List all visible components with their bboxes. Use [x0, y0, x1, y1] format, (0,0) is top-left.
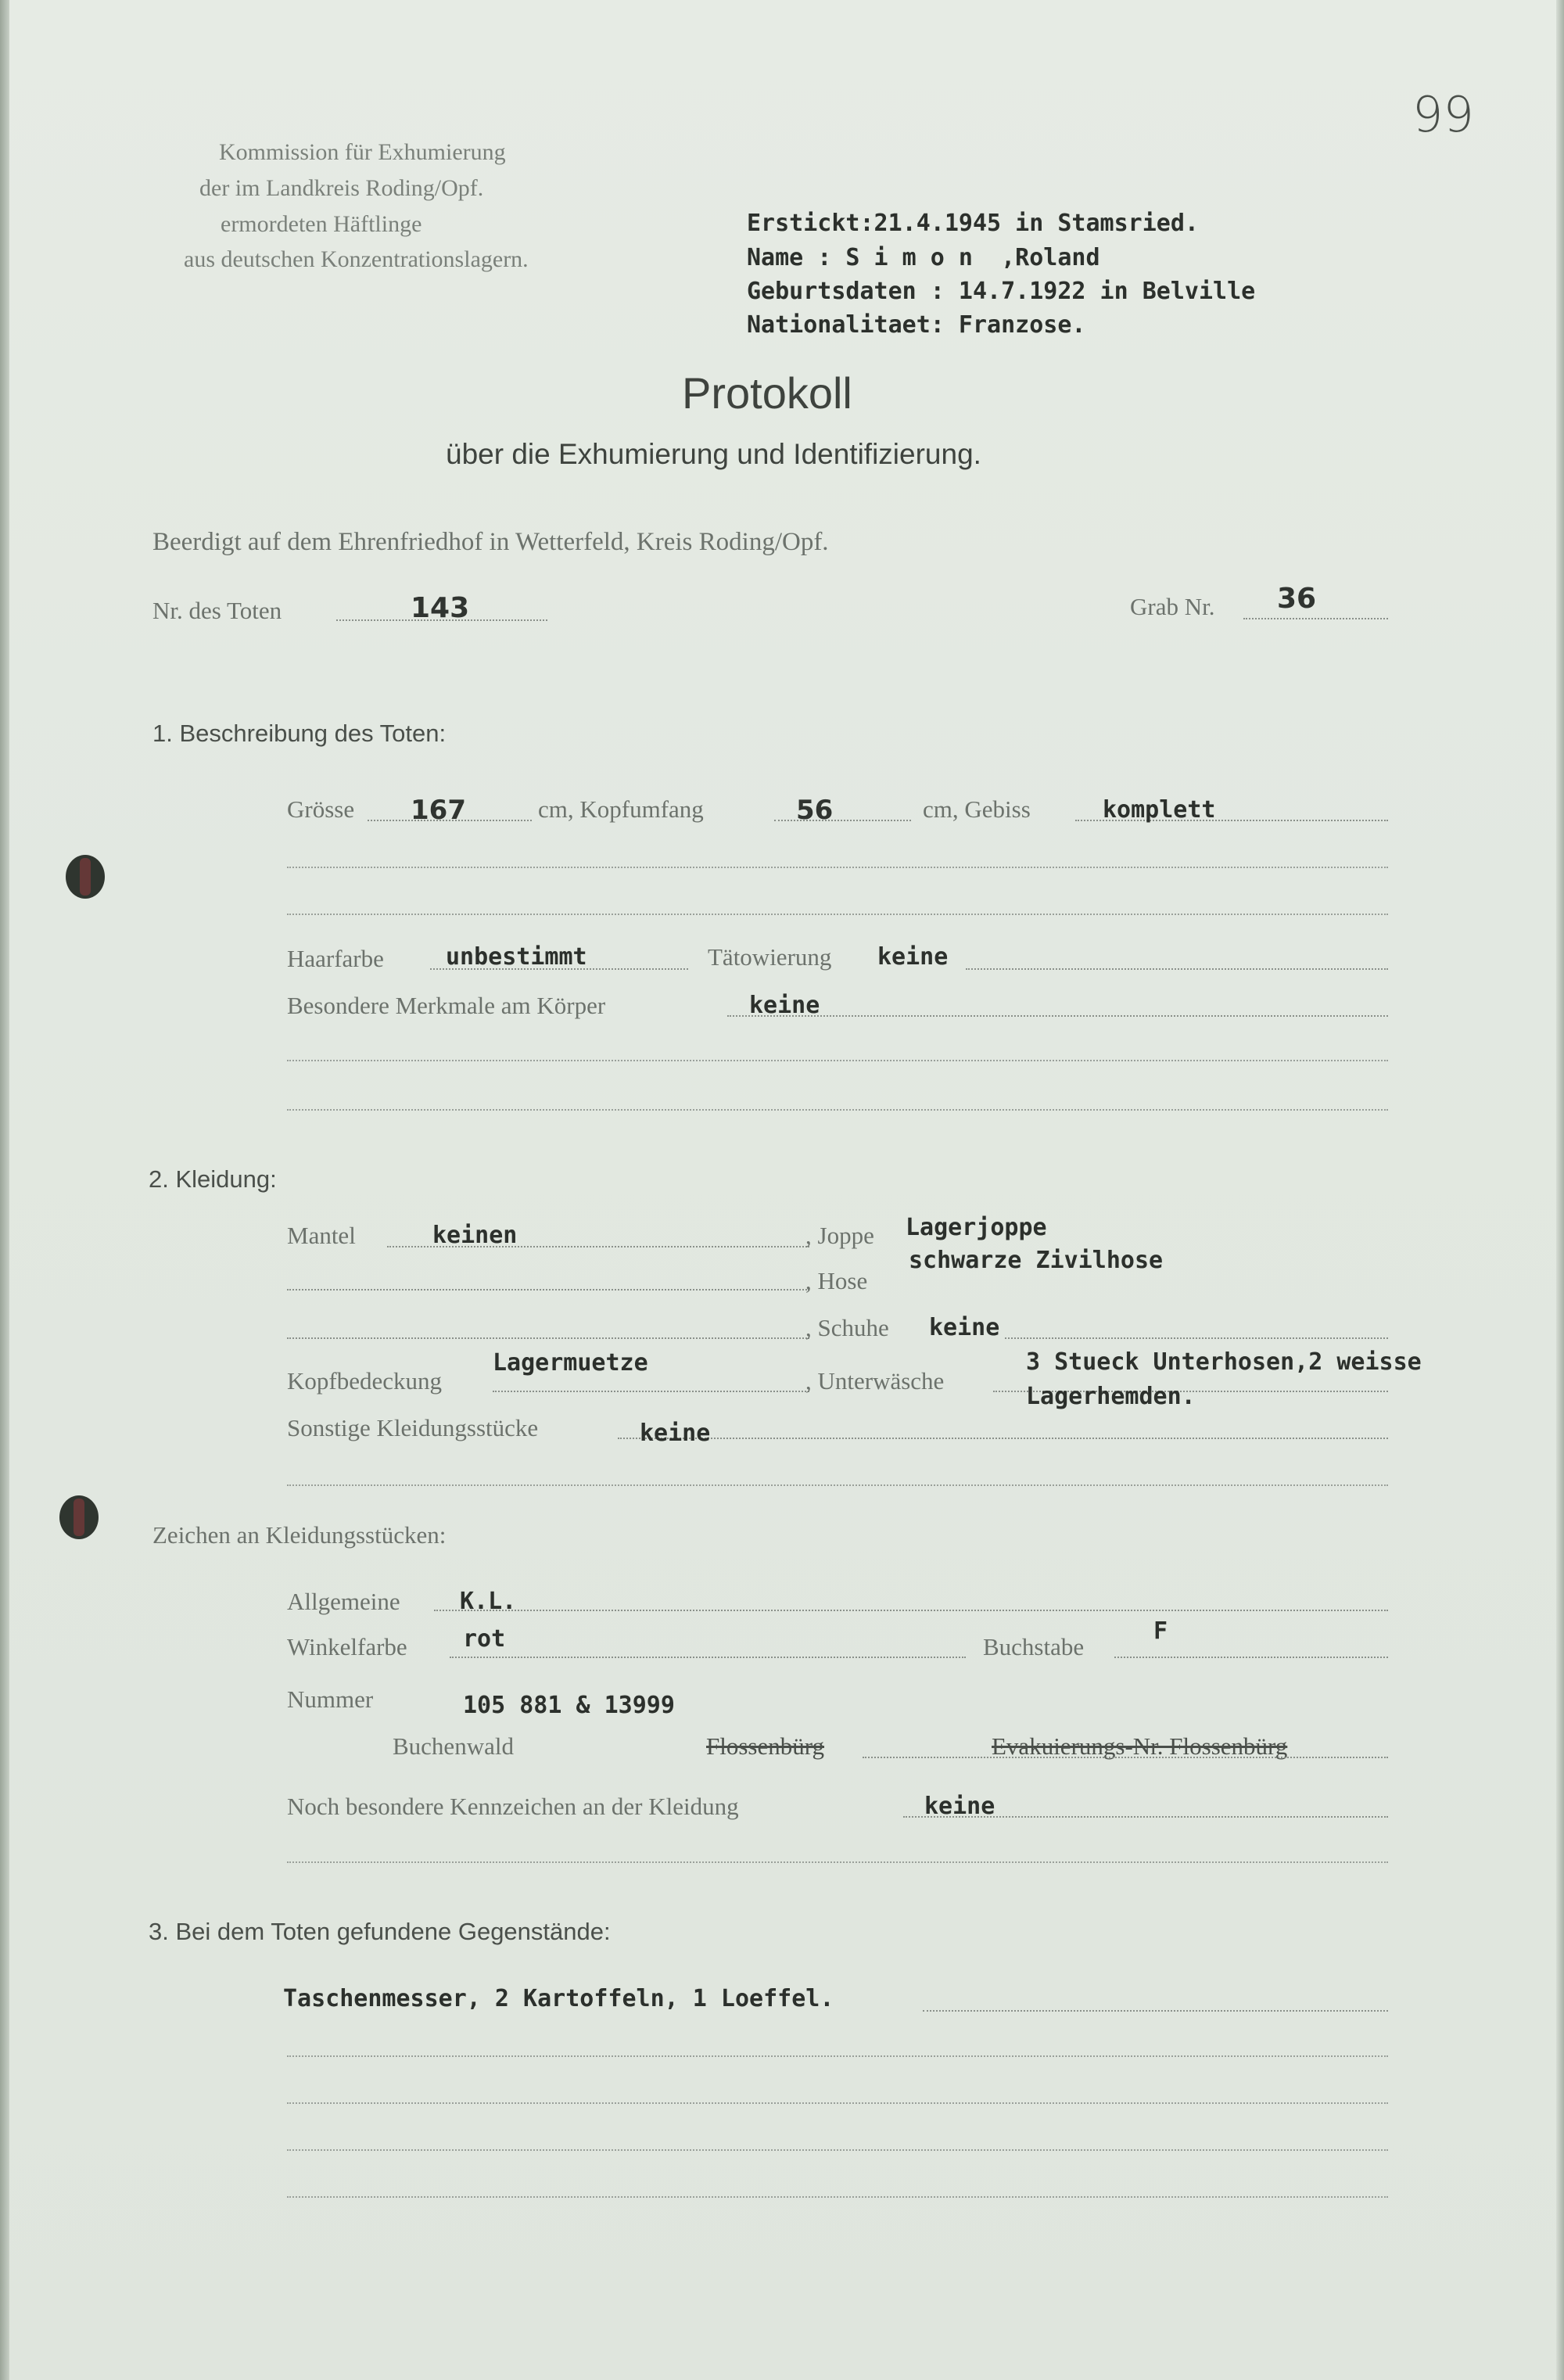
- winkelfarbe-value: rot: [463, 1625, 506, 1653]
- kennzeichen-label: Noch besondere Kennzeichen an der Kleidung: [287, 1793, 739, 1820]
- kennzeichen-value: keine: [924, 1793, 995, 1820]
- haarfarbe-label: Haarfarbe: [287, 945, 384, 972]
- kopfumfang-value: 56: [796, 795, 834, 826]
- schuhe-label: , Schuhe: [805, 1314, 889, 1341]
- allgemeine-label: Allgemeine: [287, 1588, 400, 1615]
- evakuierung-label: Evakuierungs-Nr. Flossenbürg: [992, 1732, 1288, 1760]
- taetowierung-label: Tätowierung: [708, 943, 832, 971]
- kopfumfang-line: [774, 820, 911, 821]
- paper-edge-right: [1556, 0, 1564, 2380]
- grab-dotted-line: [1243, 618, 1388, 619]
- unterwaesche-value-2: Lagerhemden.: [1026, 1383, 1196, 1410]
- grab-label: Grab Nr.: [1130, 593, 1215, 620]
- section-3-heading: 3. Bei dem Toten gefundene Gegenstände:: [149, 1918, 611, 1945]
- blank-line: [287, 1060, 1388, 1061]
- paper-edge-left: [0, 0, 9, 2380]
- sonstige-label: Sonstige Kleidungsstücke: [287, 1414, 539, 1441]
- nr-label: Nr. des Toten: [152, 597, 282, 624]
- merkmale-value: keine: [749, 992, 820, 1019]
- letterhead-line-4: aus deutschen Konzentrationslagern.: [184, 246, 529, 272]
- found-items-line: [923, 2010, 1388, 2012]
- name-line: Name : S i m o n ,Roland: [747, 244, 1100, 271]
- blank-line: [287, 2196, 1388, 2198]
- sonstige-line: [618, 1438, 1388, 1439]
- page-title: Protokoll: [682, 368, 852, 418]
- nummer-line: [863, 1757, 1388, 1758]
- mantel-label: Mantel: [287, 1222, 356, 1249]
- groesse-label: Grösse: [287, 795, 355, 823]
- page-number: 99: [1412, 86, 1474, 143]
- letterhead-line-2: der im Landkreis Roding/Opf.: [199, 175, 484, 201]
- letterhead-line-3: ermordeten Häftlinge: [221, 211, 422, 237]
- hose-value: schwarze Zivilhose: [909, 1247, 1164, 1274]
- kopfbedeckung-line: [493, 1391, 809, 1392]
- allgemeine-value: K.L.: [460, 1588, 517, 1615]
- letterhead-line-1: Kommission für Exhumierung: [219, 139, 506, 165]
- mantel-value: keinen: [432, 1222, 518, 1249]
- found-items: Taschenmesser, 2 Kartoffeln, 1 Loeffel.: [283, 1985, 834, 2012]
- kopfbedeckung-value: Lagermuetze: [493, 1349, 648, 1377]
- merkmale-line: [727, 1015, 1388, 1017]
- winkelfarbe-label: Winkelfarbe: [287, 1633, 407, 1660]
- punch-hole-bottom: [59, 1495, 99, 1539]
- schuhe-line-left: [287, 1337, 809, 1339]
- buchstabe-label: Buchstabe: [983, 1633, 1085, 1660]
- unterwaesche-value-1: 3 Stueck Unterhosen,2 weisse: [1026, 1348, 1422, 1376]
- page-subtitle: über die Exhumierung und Identifizierung.: [446, 438, 981, 470]
- nr-value: 143: [411, 592, 470, 624]
- groesse-value: 167: [411, 795, 466, 826]
- blank-line: [287, 867, 1388, 868]
- gebiss-label: cm, Gebiss: [923, 795, 1031, 823]
- birth-data: Geburtsdaten : 14.7.1922 in Belville: [747, 278, 1256, 305]
- unterwaesche-label: , Unterwäsche: [805, 1367, 945, 1395]
- kopfbedeckung-label: Kopfbedeckung: [287, 1367, 442, 1395]
- section-1-heading: 1. Beschreibung des Toten:: [152, 720, 447, 747]
- death-info: Erstickt:21.4.1945 in Stamsried.: [747, 210, 1199, 237]
- sonstige-value: keine: [640, 1420, 711, 1447]
- joppe-value: Lagerjoppe: [906, 1214, 1047, 1241]
- blank-line: [287, 2055, 1388, 2057]
- schuhe-line: [1005, 1337, 1388, 1339]
- merkmale-label: Besondere Merkmale am Körper: [287, 992, 606, 1019]
- blank-line: [287, 2102, 1388, 2104]
- buchenwald-label: Buchenwald: [393, 1732, 514, 1760]
- buchstabe-value: F: [1153, 1617, 1168, 1645]
- section-2-heading: 2. Kleidung:: [149, 1165, 277, 1193]
- blank-line: [287, 2149, 1388, 2151]
- flossenbuerg-label: Flossenbürg: [706, 1732, 825, 1760]
- winkelfarbe-line: [450, 1657, 966, 1658]
- zeichen-heading: Zeichen an Kleidungsstücken:: [152, 1521, 447, 1549]
- kopfumfang-label: cm, Kopfumfang: [538, 795, 704, 823]
- joppe-label: , Joppe: [805, 1222, 874, 1249]
- nationality: Nationalitaet: Franzose.: [747, 311, 1086, 339]
- haarfarbe-value: unbestimmt: [446, 943, 587, 971]
- nummer-label: Nummer: [287, 1685, 374, 1713]
- blank-line: [287, 1861, 1388, 1863]
- allgemeine-line: [434, 1610, 1388, 1611]
- taetowierung-value: keine: [877, 943, 949, 971]
- blank-line: [287, 1484, 1388, 1486]
- nummer-value: 105 881 & 13999: [463, 1692, 675, 1719]
- gebiss-value: komplett: [1103, 796, 1216, 824]
- burial-place: Beerdigt auf dem Ehrenfriedhof in Wetterfeld, Kreis Roding/Opf.: [152, 528, 829, 556]
- taetowierung-line: [966, 968, 1388, 970]
- blank-line: [287, 914, 1388, 915]
- blank-line: [287, 1109, 1388, 1111]
- grab-value: 36: [1277, 583, 1317, 615]
- schuhe-value: keine: [929, 1314, 1000, 1341]
- hose-label: , Hose: [805, 1267, 868, 1294]
- hose-line-left: [287, 1289, 809, 1291]
- punch-hole-top: [66, 855, 105, 899]
- buchstabe-line: [1114, 1657, 1388, 1658]
